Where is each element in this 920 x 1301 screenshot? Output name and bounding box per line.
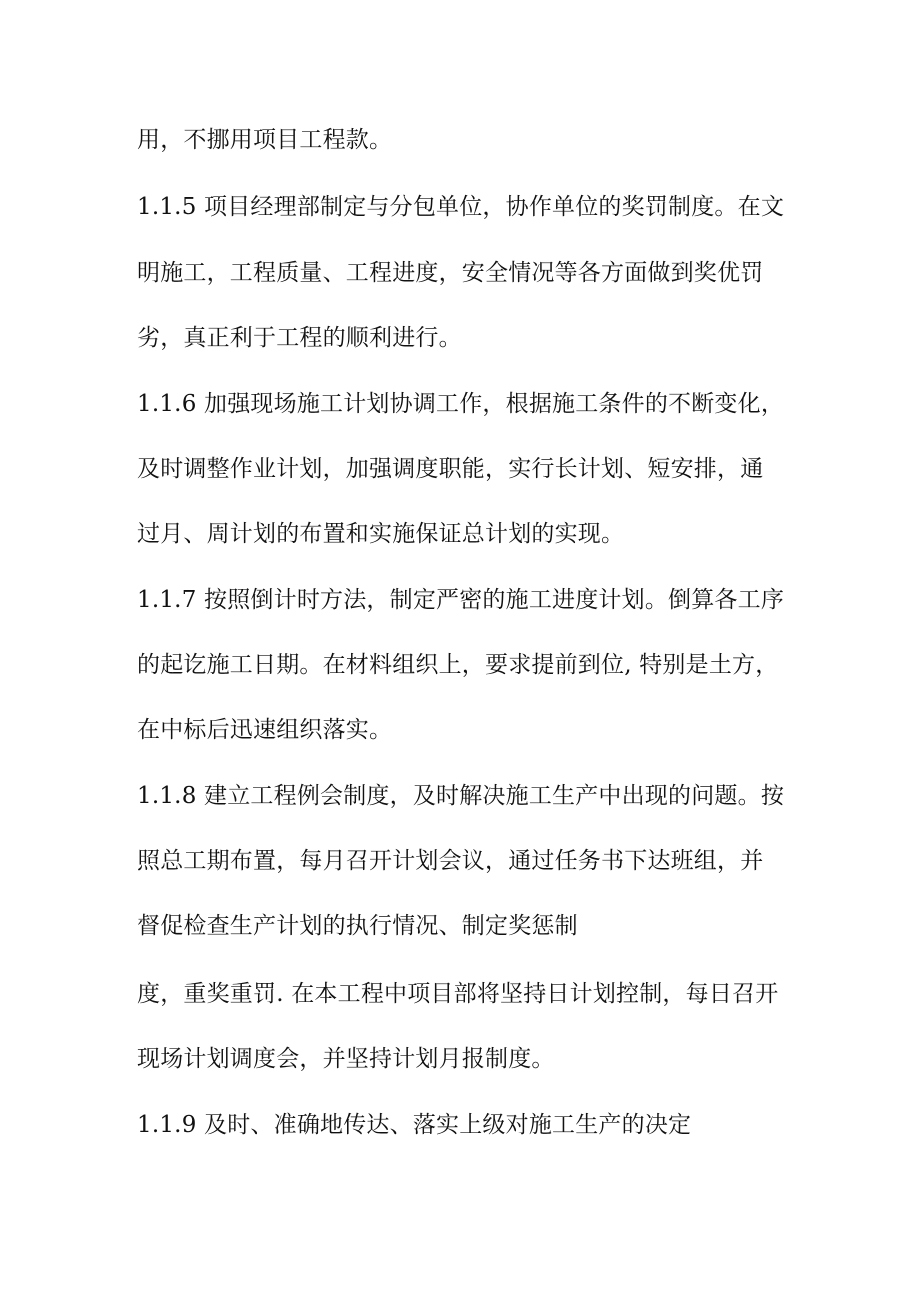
text-line: 1.1.9 及时、准确地传达、落实上级对施工生产的决定: [137, 1112, 692, 1138]
text-line: 在中标后迅速组织落实。: [137, 717, 393, 743]
text-line: 度，重奖重罚. 在本工程中项目部将坚持日计划控制，每日召开: [137, 981, 779, 1007]
text-line: 用，不挪用项目工程款。: [137, 127, 393, 153]
text-line: 的起讫施工日期。在材料组织上，要求提前到位, 特别是土方，: [137, 652, 779, 678]
text-line: 劣，真正利于工程的顺利进行。: [137, 325, 462, 351]
text-line: 1.1.8 建立工程例会制度，及时解决施工生产中出现的问题。按: [137, 783, 785, 809]
text-line: 1.1.5 项目经理部制定与分包单位，协作单位的奖罚制度。在文: [137, 194, 785, 220]
text-line: 现场计划调度会，并坚持计划月报制度。: [137, 1046, 555, 1072]
text-line: 过月、周计划的布置和实施保证总计划的实现。: [137, 521, 625, 547]
text-line: 及时调整作业计划，加强调度职能，实行长计划、短安排，通: [137, 456, 764, 482]
text-line: 照总工期布置，每月召开计划会议，通过任务书下达班组，并: [137, 848, 764, 874]
text-line: 1.1.7 按照倒计时方法，制定严密的施工进度计划。倒算各工序: [137, 587, 785, 613]
text-line: 1.1.6 加强现场施工计划协调工作，根据施工条件的不断变化，: [137, 391, 785, 417]
text-line: 明施工，工程质量、工程进度，安全情况等各方面做到奖优罚: [137, 260, 764, 286]
text-line: 督促检查生产计划的执行情况、制定奖惩制: [137, 913, 578, 939]
